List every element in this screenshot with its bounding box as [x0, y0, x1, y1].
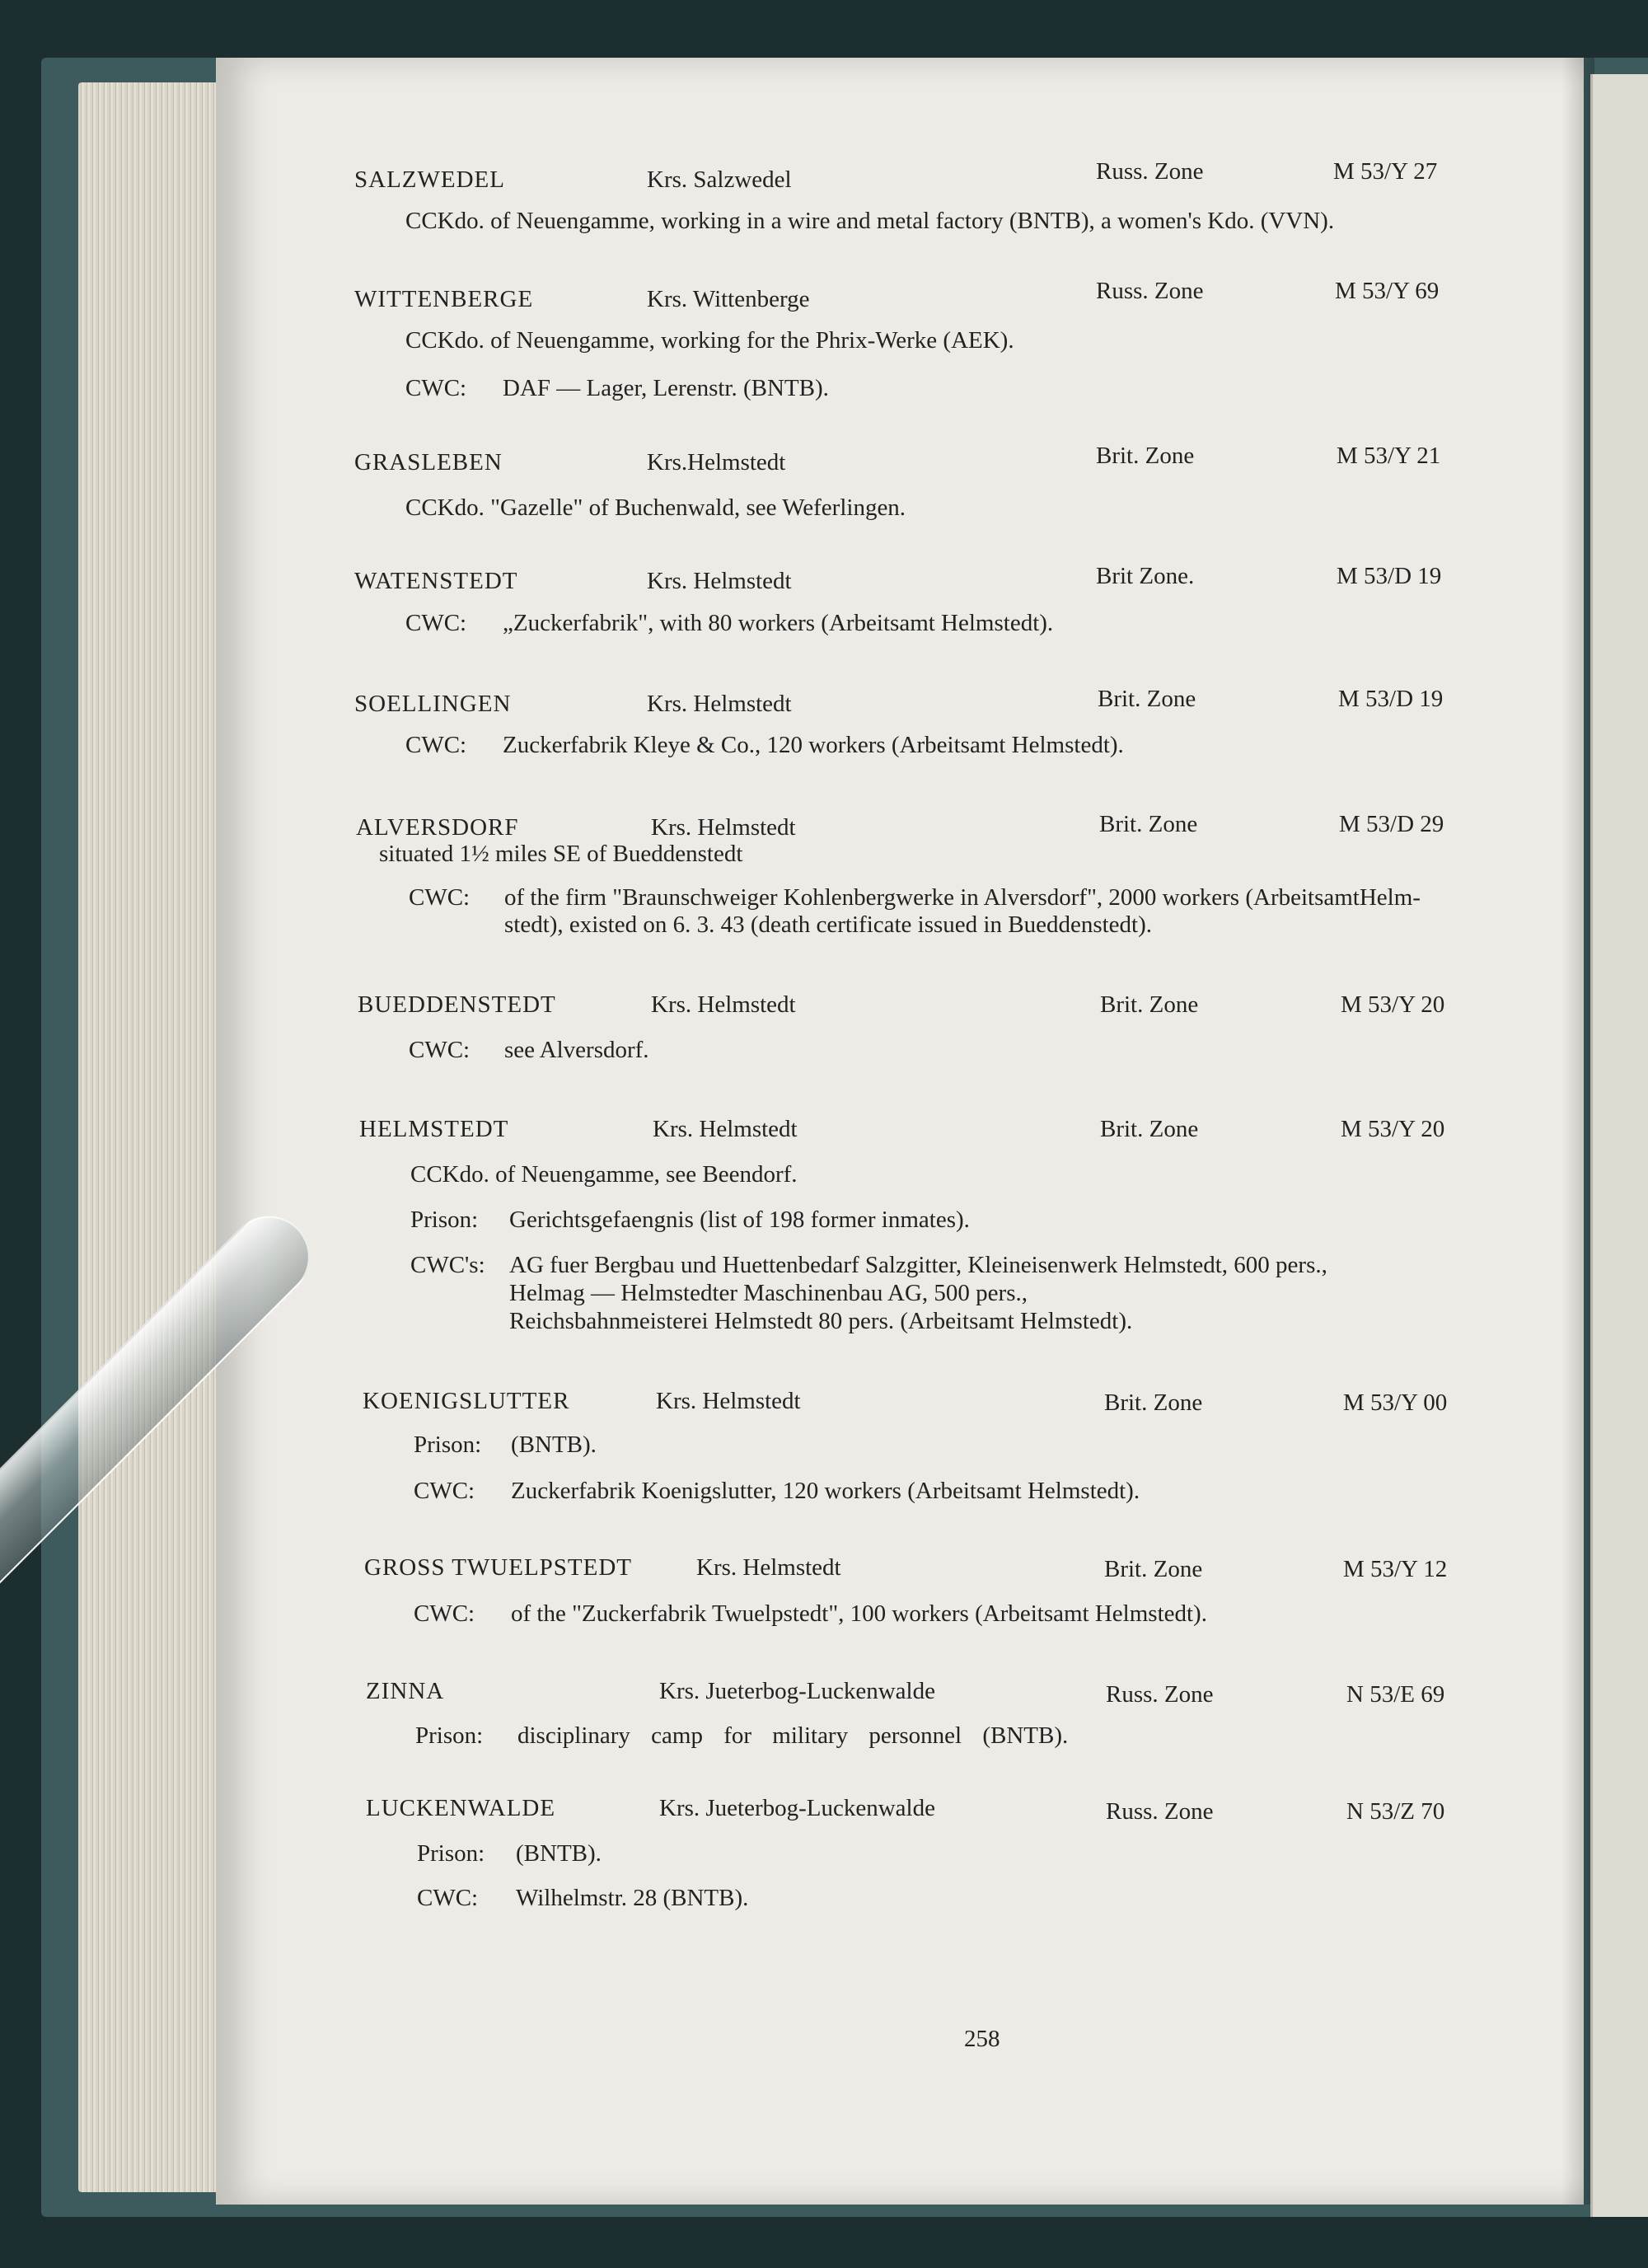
- entry-zone: Brit. Zone: [1098, 686, 1196, 712]
- line-label: CWC:: [414, 1478, 475, 1504]
- entry-district: Krs. Helmstedt: [647, 691, 792, 717]
- entry-district: Krs. Helmstedt: [651, 814, 796, 841]
- entry-zone: Brit. Zone: [1100, 1116, 1199, 1142]
- entry-line: Prison: Gerichtsgefaengnis (list of 198 former inmates).: [410, 1207, 970, 1233]
- entry-grid: M 53/D 19: [1338, 686, 1444, 712]
- entry-zone: Brit. Zone: [1096, 443, 1195, 469]
- entry-line: CWC: Wilhelmstr. 28 (BNTB).: [417, 1885, 749, 1911]
- entry-district: Krs. Salzwedel: [647, 166, 792, 193]
- entry-name: WATENSTEDT: [354, 568, 518, 594]
- entry-name: LUCKENWALDE: [366, 1795, 556, 1821]
- line-label: CWC:: [409, 884, 471, 911]
- entry-district: Krs.Helmstedt: [647, 449, 786, 476]
- entry-grid: M 53/Y 21: [1337, 443, 1441, 469]
- entry-district: Krs. Helmstedt: [656, 1388, 801, 1414]
- entry-line: CWC: of the "Zuckerfabrik Twuelpstedt", 100 workers (Arbeitsamt Helmstedt).: [414, 1600, 1207, 1627]
- entry-line: CWC: see Alversdorf.: [409, 1037, 649, 1063]
- entry-name: WITTENBERGE: [354, 286, 534, 312]
- entry-zone: Brit. Zone: [1100, 991, 1199, 1018]
- line-label: Prison:: [417, 1840, 485, 1867]
- entry-line: CCKdo. of Neuengamme, see Beendorf.: [410, 1161, 798, 1188]
- line-label: CWC:: [414, 1600, 475, 1627]
- line-label: CWC:: [405, 732, 467, 758]
- entry-zone: Brit. Zone: [1104, 1389, 1203, 1416]
- entry-line: Prison: (BNTB).: [417, 1840, 602, 1867]
- entry-line: Prison: disciplinary camp for military personnel (BNTB).: [415, 1722, 1069, 1749]
- line-label: CWC:: [405, 375, 467, 401]
- entry-grid: M 53/Y 20: [1341, 991, 1445, 1018]
- entry-grid: M 53/Y 20: [1341, 1116, 1445, 1142]
- entry-line: CCKdo. "Gazelle" of Buchenwald, see Weferlingen.: [405, 494, 906, 521]
- entry-line: stedt), existed on 6. 3. 43 (death certificate issued in Bueddenstedt).: [504, 911, 1153, 938]
- entry-name: KOENIGSLUTTER: [363, 1388, 570, 1414]
- entry-grid: N 53/Z 70: [1346, 1798, 1445, 1825]
- line-label: CWC:: [405, 610, 467, 636]
- entry-grid: M 53/D 19: [1337, 563, 1442, 589]
- entry-line: CWC: of the firm "Braunschweiger Kohlenbergwerke in Alversdorf", 2000 workers (ArbeitsamtHelm-: [409, 884, 1421, 911]
- line-label: Prison:: [415, 1722, 484, 1749]
- entry-line: CCKdo. of Neuengamme, working for the Phrix-Werke (AEK).: [405, 327, 1014, 354]
- entry-zone: Brit. Zone: [1099, 811, 1198, 837]
- entry-district: Krs. Helmstedt: [647, 568, 792, 594]
- entry-district: Krs. Jueterbog-Luckenwalde: [659, 1678, 935, 1704]
- entry-grid: M 53/Y 00: [1343, 1389, 1448, 1416]
- entry-district: Krs. Wittenberge: [647, 286, 810, 312]
- entry-zone: Brit Zone.: [1096, 563, 1195, 589]
- entry-zone: Russ. Zone: [1106, 1681, 1214, 1708]
- entry-line: Prison: (BNTB).: [414, 1432, 597, 1458]
- entry-zone: Russ. Zone: [1096, 278, 1204, 304]
- entry-name: BUEDDENSTEDT: [358, 991, 556, 1018]
- entry-line: CWC's: AG fuer Bergbau und Huettenbedarf Salzgitter, Kleineisenwerk Helmstedt, 600 pers.,: [410, 1252, 1327, 1278]
- entry-line: Helmag — Helmstedter Maschinenbau AG, 500 pers.,: [509, 1280, 1028, 1306]
- entry-line: CCKdo. of Neuengamme, working in a wire and metal factory (BNTB), a women's Kdo. (VVN).: [405, 208, 1335, 234]
- line-label: CWC's:: [410, 1252, 485, 1278]
- entry-grid: M 53/D 29: [1339, 811, 1444, 837]
- entry-line: CWC: „Zuckerfabrik", with 80 workers (Arbeitsamt Helmstedt).: [405, 610, 1054, 636]
- entry-district: Krs. Helmstedt: [651, 991, 796, 1018]
- entry-line: CWC: Zuckerfabrik Kleye & Co., 120 workers (Arbeitsamt Helmstedt).: [405, 732, 1124, 758]
- entry-grid: M 53/Y 12: [1343, 1556, 1448, 1582]
- entry-name: SOELLINGEN: [354, 691, 512, 717]
- entry-name: GROSS TWUELPSTEDT: [364, 1554, 633, 1581]
- entry-district: Krs. Helmstedt: [696, 1554, 841, 1581]
- line-label: Prison:: [414, 1432, 482, 1458]
- entry-subhead: situated 1½ miles SE of Bueddenstedt: [379, 841, 743, 867]
- entry-grid: M 53/Y 27: [1333, 158, 1438, 185]
- entry-zone: Russ. Zone: [1096, 158, 1204, 185]
- entry-name: SALZWEDEL: [354, 166, 505, 193]
- entry-line: CWC: Zuckerfabrik Koenigslutter, 120 workers (Arbeitsamt Helmstedt).: [414, 1478, 1140, 1504]
- entry-name: HELMSTEDT: [359, 1116, 509, 1142]
- entry-zone: Russ. Zone: [1106, 1798, 1214, 1825]
- entry-district: Krs. Jueterbog-Luckenwalde: [659, 1795, 935, 1821]
- entry-name: ZINNA: [366, 1678, 445, 1704]
- entry-name: GRASLEBEN: [354, 449, 503, 476]
- entry-grid: N 53/E 69: [1346, 1681, 1445, 1708]
- line-label: CWC:: [409, 1037, 471, 1063]
- entry-line: CWC: DAF — Lager, Lerenstr. (BNTB).: [405, 375, 829, 401]
- entry-zone: Brit. Zone: [1104, 1556, 1203, 1582]
- entry-line: Reichsbahnmeisterei Helmstedt 80 pers. (Arbeitsamt Helmstedt).: [509, 1308, 1133, 1334]
- entry-name: ALVERSDORF: [356, 814, 519, 841]
- page-number: 258: [964, 2026, 1000, 2052]
- entry-district: Krs. Helmstedt: [653, 1116, 798, 1142]
- line-label: Prison:: [410, 1207, 479, 1233]
- line-label: CWC:: [417, 1885, 479, 1911]
- entry-grid: M 53/Y 69: [1335, 278, 1440, 304]
